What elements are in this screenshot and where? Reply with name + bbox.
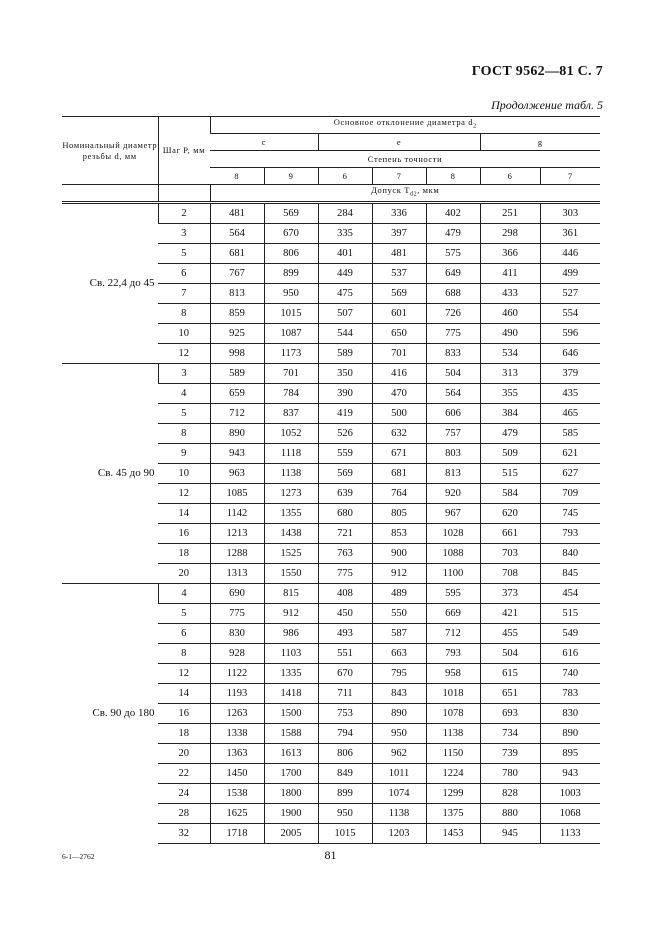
tolerance-value: 1118 [264,443,318,463]
tolerance-value: 379 [540,363,600,383]
tolerance-value: 1500 [264,703,318,723]
tolerance-value: 500 [372,403,426,423]
step-cell: 8 [158,423,210,443]
table-continuation-note: Продолжение табл. 5 [491,98,603,112]
header-deviation-g: g [480,134,600,151]
tolerance-value: 569 [372,283,426,303]
tolerance-value: 481 [372,243,426,263]
tolerance-value: 1003 [540,783,600,803]
step-cell: 10 [158,463,210,483]
tolerance-value: 671 [372,443,426,463]
tolerance-value: 569 [264,202,318,223]
tolerance-value: 681 [210,243,264,263]
tolerance-value: 740 [540,663,600,683]
header-deviation: Основное отклонение диаметра $d_2$ [210,117,600,134]
tolerance-value: 1800 [264,783,318,803]
diameter-range: Св. 22,4 до 45 [62,202,158,363]
table-row [62,583,600,603]
tolerance-value: 411 [480,263,540,283]
tolerance-value: 943 [540,763,600,783]
tolerance-value: 1335 [264,663,318,683]
tolerance-value: 775 [210,603,264,623]
tolerance-value: 479 [426,223,480,243]
tolerance-value: 663 [372,643,426,663]
tolerance-value: 554 [540,303,600,323]
tolerance-value: 564 [426,383,480,403]
step-cell: 6 [158,623,210,643]
tolerance-value: 1588 [264,723,318,743]
header-nominal-diameter: Номинальный диаметр резьбы d, мм [62,117,158,185]
header-deviation-c: c [210,134,318,151]
tolerance-value: 813 [426,463,480,483]
tolerance-value: 1103 [264,643,318,663]
tolerance-value: 833 [426,343,480,363]
tolerance-value: 945 [480,823,540,843]
tolerance-value: 1018 [426,683,480,703]
header-grade: 8 [210,168,264,185]
tolerance-value: 575 [426,243,480,263]
tolerance-table [62,116,600,844]
tolerance-value: 701 [264,363,318,383]
tolerance-value: 651 [480,683,540,703]
tolerance-value: 1015 [264,303,318,323]
tolerance-value: 815 [264,583,318,603]
tolerance-value: 900 [372,543,426,563]
tolerance-value: 890 [540,723,600,743]
step-cell: 5 [158,243,210,263]
tolerance-value: 840 [540,543,600,563]
tolerance-value: 384 [480,403,540,423]
tolerance-value: 251 [480,202,540,223]
step-cell: 9 [158,443,210,463]
tolerance-value: 416 [372,363,426,383]
step-cell: 18 [158,723,210,743]
step-cell: 18 [158,543,210,563]
header-grade: 7 [540,168,600,185]
tolerance-value: 1150 [426,743,480,763]
tolerance-value: 950 [264,283,318,303]
tolerance-value: 1224 [426,763,480,783]
tolerance-value: 912 [264,603,318,623]
tolerance-value: 564 [210,223,264,243]
tolerance-value: 1438 [264,523,318,543]
header-deviation-e: e [318,134,480,151]
tolerance-value: 350 [318,363,372,383]
tolerance-value: 1538 [210,783,264,803]
tolerance-value: 390 [318,383,372,403]
tolerance-value: 890 [210,423,264,443]
tolerance-value: 366 [480,243,540,263]
tolerance-value: 527 [540,283,600,303]
tolerance-value: 585 [540,423,600,443]
tolerance-value: 659 [210,383,264,403]
step-cell: 12 [158,483,210,503]
tolerance-value: 753 [318,703,372,723]
tolerance-value: 793 [540,523,600,543]
tolerance-value: 895 [540,743,600,763]
tolerance-value: 745 [540,503,600,523]
tolerance-value: 632 [372,423,426,443]
tolerance-value: 830 [210,623,264,643]
tolerance-value: 1550 [264,563,318,583]
tolerance-value: 1355 [264,503,318,523]
header-grade: 9 [264,168,318,185]
tolerance-value: 1450 [210,763,264,783]
tolerance-value: 549 [540,623,600,643]
tolerance-value: 627 [540,463,600,483]
step-cell: 7 [158,283,210,303]
tolerance-value: 661 [480,523,540,543]
tolerance-value: 419 [318,403,372,423]
tolerance-value: 688 [426,283,480,303]
tolerance-value: 962 [372,743,426,763]
tolerance-value: 401 [318,243,372,263]
tolerance-value: 670 [318,663,372,683]
tolerance-value: 509 [480,443,540,463]
tolerance-value: 589 [210,363,264,383]
tolerance-value: 1011 [372,763,426,783]
tolerance-value: 1700 [264,763,318,783]
header-grade: 6 [318,168,372,185]
tolerance-value: 1525 [264,543,318,563]
tolerance-value: 446 [540,243,600,263]
tolerance-value: 336 [372,202,426,223]
tolerance-value: 551 [318,643,372,663]
tolerance-value: 587 [372,623,426,643]
tolerance-value: 455 [480,623,540,643]
header-grade: 8 [426,168,480,185]
tolerance-value: 465 [540,403,600,423]
tolerance-value: 596 [540,323,600,343]
header-grade: 7 [372,168,426,185]
tolerance-value: 639 [318,483,372,503]
tolerance-value: 534 [480,343,540,363]
tolerance-value: 504 [426,363,480,383]
tolerance-value: 845 [540,563,600,583]
tolerance-value: 880 [480,803,540,823]
tolerance-value: 616 [540,643,600,663]
tolerance-value: 701 [372,343,426,363]
step-cell: 8 [158,643,210,663]
tolerance-value: 950 [372,723,426,743]
tolerance-value: 335 [318,223,372,243]
tolerance-value: 859 [210,303,264,323]
tolerance-value: 620 [480,503,540,523]
step-cell: 14 [158,503,210,523]
step-cell: 28 [158,803,210,823]
tolerance-value: 490 [480,323,540,343]
tolerance-value: 544 [318,323,372,343]
diameter-range: Св. 45 до 90 [62,363,158,583]
tolerance-value: 709 [540,483,600,503]
tolerance-value: 734 [480,723,540,743]
step-cell: 12 [158,343,210,363]
step-cell: 22 [158,763,210,783]
step-cell: 20 [158,743,210,763]
tolerance-value: 1375 [426,803,480,823]
tolerance-value: 1138 [426,723,480,743]
tolerance-value: 515 [480,463,540,483]
tolerance-value: 806 [318,743,372,763]
tolerance-value: 460 [480,303,540,323]
tolerance-value: 408 [318,583,372,603]
tolerance-value: 1193 [210,683,264,703]
tolerance-value: 1138 [372,803,426,823]
tolerance-value: 298 [480,223,540,243]
table-row [62,202,600,223]
tolerance-value: 670 [264,223,318,243]
tolerance-table-container [62,116,600,844]
tolerance-value: 481 [210,202,264,223]
header-tolerance: Допуск $T_{d2}$, мкм [210,185,600,203]
tolerance-value: 1100 [426,563,480,583]
tolerance-value: 1418 [264,683,318,703]
tolerance-value: 649 [426,263,480,283]
tolerance-value: 526 [318,423,372,443]
tolerance-value: 1363 [210,743,264,763]
tolerance-value: 650 [372,323,426,343]
tolerance-value: 1142 [210,503,264,523]
tolerance-value: 435 [540,383,600,403]
tolerance-value: 806 [264,243,318,263]
tolerance-value: 646 [540,343,600,363]
tolerance-value: 1338 [210,723,264,743]
header-accuracy-degree: Степень точности [210,151,600,168]
tolerance-value: 986 [264,623,318,643]
tolerance-value: 1288 [210,543,264,563]
header-empty-cell [158,185,210,203]
step-cell: 2 [158,202,210,223]
print-code: 6-1—2762 [62,852,95,861]
tolerance-value: 601 [372,303,426,323]
tolerance-value: 1263 [210,703,264,723]
tolerance-value: 784 [264,383,318,403]
step-cell: 4 [158,583,210,603]
tolerance-value: 711 [318,683,372,703]
tolerance-value: 680 [318,503,372,523]
diameter-range: Св. 90 до 180 [62,583,158,843]
tolerance-value: 813 [210,283,264,303]
tolerance-value: 1122 [210,663,264,683]
tolerance-value: 1203 [372,823,426,843]
tolerance-value: 763 [318,543,372,563]
tolerance-value: 450 [318,603,372,623]
tolerance-value: 355 [480,383,540,403]
tolerance-value: 303 [540,202,600,223]
tolerance-value: 1074 [372,783,426,803]
step-cell: 3 [158,223,210,243]
step-cell: 5 [158,603,210,623]
tolerance-value: 950 [318,803,372,823]
tolerance-value: 721 [318,523,372,543]
tolerance-value: 793 [426,643,480,663]
tolerance-value: 681 [372,463,426,483]
header-step: Шаг P, мм [158,117,210,185]
tolerance-value: 828 [480,783,540,803]
tolerance-value: 803 [426,443,480,463]
tolerance-value: 775 [318,563,372,583]
tolerance-value: 1173 [264,343,318,363]
tolerance-value: 712 [210,403,264,423]
tolerance-value: 690 [210,583,264,603]
tolerance-value: 1138 [264,463,318,483]
tolerance-value: 1213 [210,523,264,543]
tolerance-value: 1299 [426,783,480,803]
tolerance-value: 1068 [540,803,600,823]
tolerance-value: 1088 [426,543,480,563]
tolerance-value: 402 [426,202,480,223]
tolerance-value: 767 [210,263,264,283]
step-cell: 8 [158,303,210,323]
tolerance-value: 943 [210,443,264,463]
tolerance-value: 1133 [540,823,600,843]
table-header [62,117,600,203]
tolerance-value: 284 [318,202,372,223]
tolerance-value: 1028 [426,523,480,543]
tolerance-value: 313 [480,363,540,383]
tolerance-value: 899 [318,783,372,803]
tolerance-value: 920 [426,483,480,503]
tolerance-value: 493 [318,623,372,643]
tolerance-value: 794 [318,723,372,743]
tolerance-value: 569 [318,463,372,483]
step-cell: 6 [158,263,210,283]
tolerance-value: 853 [372,523,426,543]
document-header: ГОСТ 9562—81 С. 7 [471,64,603,79]
tolerance-value: 775 [426,323,480,343]
tolerance-value: 712 [426,623,480,643]
tolerance-value: 550 [372,603,426,623]
tolerance-value: 669 [426,603,480,623]
tolerance-value: 795 [372,663,426,683]
tolerance-value: 1015 [318,823,372,843]
step-cell: 14 [158,683,210,703]
tolerance-value: 499 [540,263,600,283]
tolerance-value: 361 [540,223,600,243]
tolerance-value: 433 [480,283,540,303]
tolerance-value: 1900 [264,803,318,823]
tolerance-value: 967 [426,503,480,523]
tolerance-value: 449 [318,263,372,283]
tolerance-value: 830 [540,703,600,723]
tolerance-value: 757 [426,423,480,443]
header-grade: 6 [480,168,540,185]
tolerance-value: 507 [318,303,372,323]
tolerance-value: 1052 [264,423,318,443]
tolerance-value: 708 [480,563,540,583]
tolerance-value: 843 [372,683,426,703]
tolerance-value: 805 [372,503,426,523]
tolerance-value: 584 [480,483,540,503]
tolerance-value: 1087 [264,323,318,343]
tolerance-value: 1613 [264,743,318,763]
tolerance-value: 615 [480,663,540,683]
step-cell: 16 [158,523,210,543]
tolerance-value: 899 [264,263,318,283]
tolerance-value: 479 [480,423,540,443]
step-cell: 10 [158,323,210,343]
tolerance-value: 703 [480,543,540,563]
tolerance-value: 963 [210,463,264,483]
tolerance-value: 764 [372,483,426,503]
tolerance-value: 595 [426,583,480,603]
tolerance-value: 849 [318,763,372,783]
tolerance-value: 1313 [210,563,264,583]
tolerance-value: 621 [540,443,600,463]
tolerance-value: 489 [372,583,426,603]
tolerance-value: 1453 [426,823,480,843]
tolerance-value: 925 [210,323,264,343]
tolerance-value: 783 [540,683,600,703]
tolerance-value: 515 [540,603,600,623]
tolerance-value: 606 [426,403,480,423]
tolerance-value: 837 [264,403,318,423]
step-cell: 16 [158,703,210,723]
table-body [62,202,600,843]
tolerance-value: 421 [480,603,540,623]
tolerance-value: 373 [480,583,540,603]
tolerance-value: 589 [318,343,372,363]
tolerance-value: 693 [480,703,540,723]
tolerance-value: 998 [210,343,264,363]
tolerance-value: 780 [480,763,540,783]
step-cell: 4 [158,383,210,403]
table-row [62,363,600,383]
tolerance-value: 559 [318,443,372,463]
step-cell: 32 [158,823,210,843]
tolerance-value: 2005 [264,823,318,843]
tolerance-value: 958 [426,663,480,683]
tolerance-value: 912 [372,563,426,583]
tolerance-value: 454 [540,583,600,603]
step-cell: 3 [158,363,210,383]
header-empty-cell [62,185,158,203]
tolerance-value: 1718 [210,823,264,843]
tolerance-value: 504 [480,643,540,663]
tolerance-value: 537 [372,263,426,283]
tolerance-value: 726 [426,303,480,323]
tolerance-value: 890 [372,703,426,723]
tolerance-value: 739 [480,743,540,763]
tolerance-value: 928 [210,643,264,663]
step-cell: 5 [158,403,210,423]
step-cell: 20 [158,563,210,583]
step-cell: 24 [158,783,210,803]
page-number: 81 [324,848,337,862]
tolerance-value: 1625 [210,803,264,823]
tolerance-value: 1085 [210,483,264,503]
step-cell: 12 [158,663,210,683]
tolerance-value: 1273 [264,483,318,503]
tolerance-value: 397 [372,223,426,243]
tolerance-value: 1078 [426,703,480,723]
tolerance-value: 475 [318,283,372,303]
tolerance-value: 470 [372,383,426,403]
